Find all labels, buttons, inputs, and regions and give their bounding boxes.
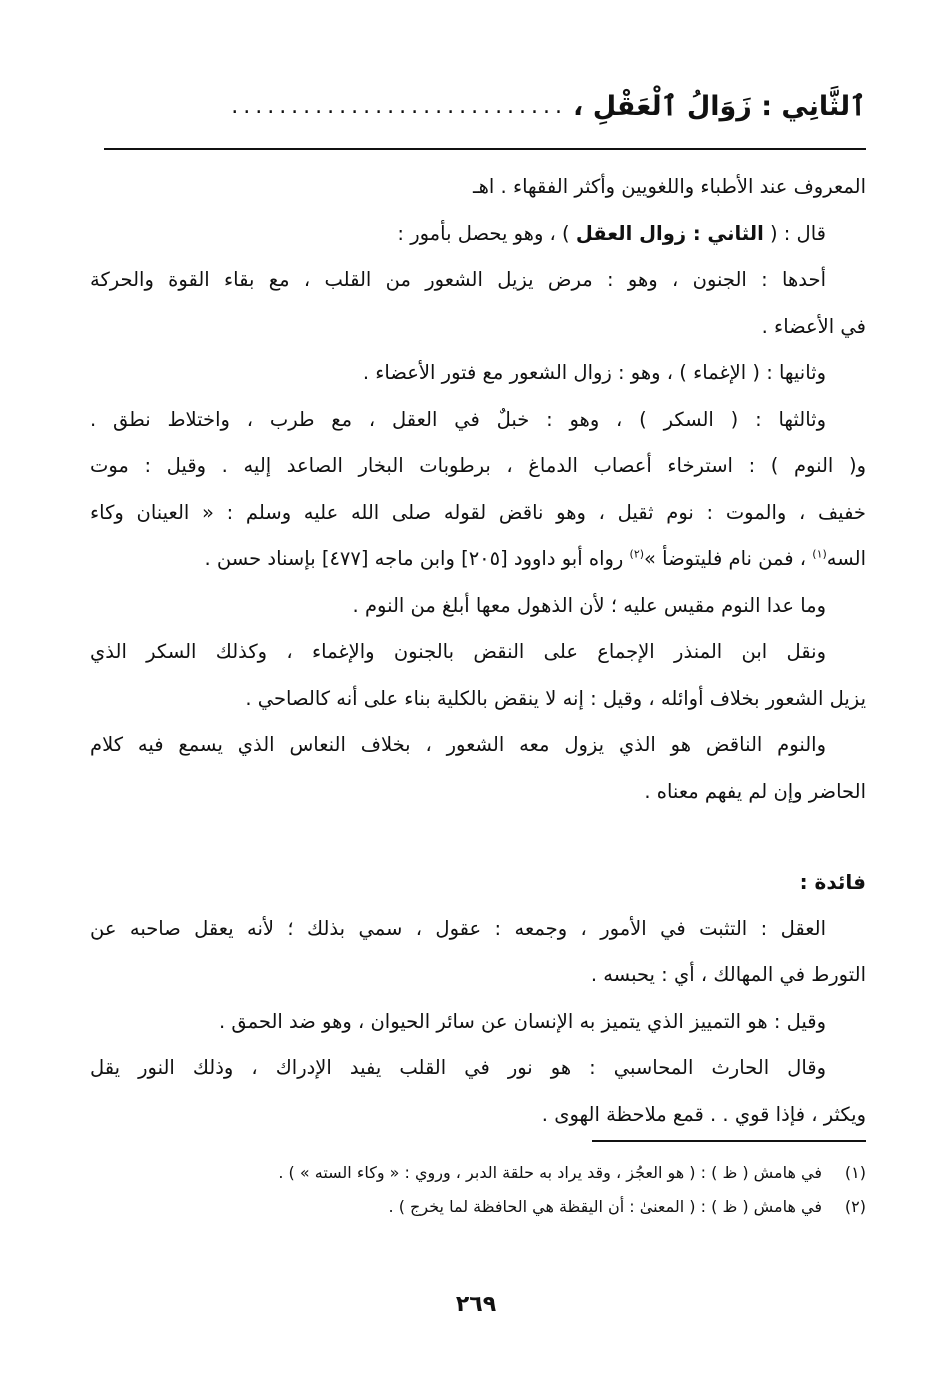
footnote-text: في هامش ( ظ ) : ( هو العجُز ، وقد يراد به حلقة الدبر ، وروي : « وكاء السته » ) . [278, 1163, 822, 1182]
text-line-16: التورط في المهالك ، أي : يحبسه . [590, 963, 866, 986]
text-line-17: وقيل : هو التمييز الذي يتميز به الإنسان عن سائر الحيوان ، وهو ضد الحمق . [218, 1009, 826, 1033]
footnotes [90, 1156, 866, 1224]
text-line-8 [90, 490, 866, 537]
footnote-ref-1: (١) [812, 547, 827, 561]
text-line-10 [90, 583, 866, 630]
line-text-after: ) ، وهو يحصل بأمور : [397, 221, 576, 245]
line-text-after: ، فمن نام فليتوضأ » [644, 547, 813, 570]
line-text: السه [826, 547, 866, 570]
line-text-end: رواه أبو داوود [٢٠٥] وابن ماجه [٤٧٧] بإسناد حسن . [204, 547, 630, 570]
footnote-2 [90, 1190, 866, 1224]
line-text: وثانيها : ( الإغماء ) ، وهو : زوال الشعور مع فتور الأعضاء . [362, 361, 826, 384]
text-line-12 [90, 676, 866, 723]
line-text: خفيف ، والموت : نوم ثقيل ، وهو ناقض لقوله صلى الله عليه وسلم : « العينان وكاء [90, 500, 866, 524]
text-line-9 [90, 536, 866, 583]
text-line-11 [90, 629, 866, 676]
text-line-5 [90, 350, 866, 397]
line-text: و( النوم ) : استرخاء أعصاب الدماغ ، برطوبات البخار الصاعد إليه . وقيل : موت [90, 454, 866, 477]
text-line-4 [90, 304, 866, 351]
main-text [90, 164, 866, 1138]
running-header [86, 82, 866, 130]
line-text: الحاضر وإن لم يفهم معناه . [644, 779, 866, 803]
line-text: يزيل الشعور بخلاف أوائله ، وقيل : إنه لا ينقض بالكلية بناء على أنه كالصاحي . [245, 686, 866, 710]
text-line-6 [90, 397, 866, 444]
text-line-14 [90, 769, 866, 816]
header-rule [104, 148, 866, 150]
line-text: المعروف عند الأطباء واللغويين وأكثر الفقهاء . اهـ [472, 175, 866, 198]
text-line-15: العقل : التثبت في الأمور ، وجمعه : عقول ، سمي بذلك ؛ لأنه يعقل صاحبه عن [90, 916, 826, 940]
footnote-number: (١) [844, 1163, 866, 1182]
text-line-13 [90, 722, 866, 769]
header-dot-leader: ............................ [231, 93, 568, 119]
footnote-rule [592, 1140, 866, 1142]
header-title: ٱلثَّانِي : زَوَالُ ٱلْعَقْلِ ، [573, 90, 866, 122]
text-line-2 [90, 211, 866, 258]
footnote-ref-2: (٢) [629, 547, 645, 561]
section-heading: فائدة : [799, 870, 866, 894]
line-text: في الأعضاء . [761, 314, 866, 338]
line-text: ونقل ابن المنذر الإجماع على النقض بالجنون والإغماء ، وكذلك السكر الذي [90, 640, 826, 663]
line-text: والنوم الناقض هو الذي يزول معه الشعور ، بخلاف النعاس الذي يسمع فيه كلام [90, 733, 826, 756]
text-line-1 [90, 164, 866, 211]
line-text: أحدها : الجنون ، وهو : مرض يزيل الشعور من القلب ، مع بقاء القوة والحركة [90, 268, 826, 291]
footnote-1 [90, 1156, 866, 1190]
footnote-number: (٢) [844, 1197, 866, 1216]
line-text: وما عدا النوم مقيس عليه ؛ لأن الذهول معها أبلغ من النوم . [352, 593, 826, 617]
footnote-text: في هامش ( ظ ) : ( المعنىٰ : أن اليقظة هي الحافظة لما يخرج ) . [388, 1197, 822, 1216]
line-text: قال : ( [763, 221, 826, 245]
text-line-18: وقال الحارث المحاسبي : هو نور في القلب يفيد الإدراك ، وذلك النور يقل [90, 1056, 826, 1079]
text-line-19: ويكثر ، فإذا قوي . . قمع ملاحظة الهوى . [541, 1102, 866, 1126]
page-number: ٢٦٩ [455, 1292, 497, 1317]
text-line-7 [90, 443, 866, 490]
line-bold-text: الثاني : زوال العقل [575, 221, 764, 245]
line-text: وثالثها : ( السكر ) ، وهو : خبلٌ في العقل ، مع طرب ، واختلاط نطق . [90, 407, 826, 431]
text-line-3 [90, 257, 866, 304]
